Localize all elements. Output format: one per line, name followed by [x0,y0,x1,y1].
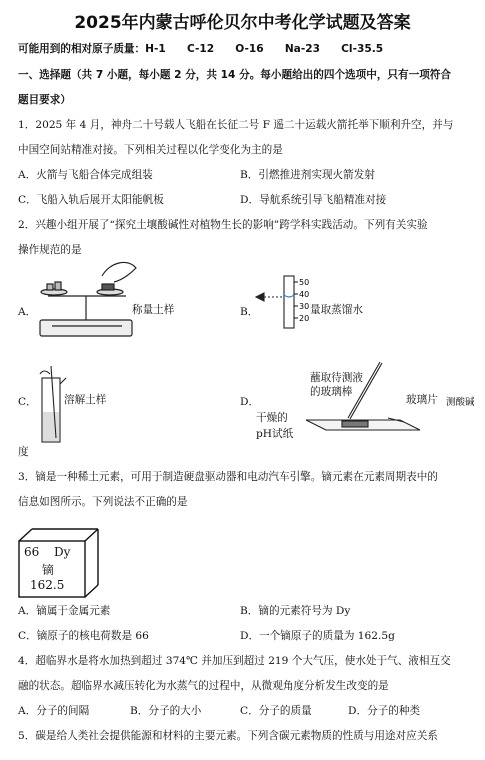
q4-option-a: A．分子的间隔 [18,705,90,717]
cylinder-tick-30: 30 [299,302,310,311]
label-dip-rod-1: 蘸取待测液 [310,372,363,384]
q4-option-d: D．分子的种类 [348,705,421,717]
q3-option-c: C．镝原子的核电荷数是 66 [18,630,149,642]
element-atomic-mass: 162.5 [30,578,65,592]
q2-option-b-label: B． [240,306,259,318]
q3-option-b: B．镝的元素符号为 Dy [240,605,351,617]
q2-caption-measure: 量取蒸馏水 [310,304,363,316]
label-dip-rod-2: 的玻璃棒 [310,386,353,398]
q2-caption-weigh: 称量土样 [132,304,175,316]
q1-stem: 1．2025 年 4 月，神舟二十号载人飞船在长征二号 F 遥二十运载火箭托举下顺利升空，并与 [18,119,454,131]
element-symbol: Dy [54,545,71,559]
cylinder-tick-50: 50 [299,278,310,287]
cylinder-illustration [252,270,342,328]
label-glass-slide: 玻璃片 [406,394,438,406]
q1-option-c: C．飞船入轨后展开太阳能帆板 [18,194,164,206]
q1-stem-cont: 中国空间站精准对接。下列相关过程以化学变化为主的是 [18,144,283,156]
q4-option-c: C．分子的质量 [240,705,312,717]
q4-option-b: B．分子的大小 [130,705,202,717]
page-title: 2025年内蒙古呼伦贝尔中考化学试题及答案 [74,13,411,33]
q5-stem: 5．碳是给人类社会提供能源和材料的主要元素。下列含碳元素物质的性质与用途对应关系 [18,730,438,742]
q2-stem: 2．兴趣小组开展了“探究土壤酸碱性对植物生长的影响”跨学科实践活动。下列有关实验 [18,219,428,231]
label-ph-paper: pH试纸 [256,428,294,440]
q3-stem-cont: 信息如图所示。下列说法不正确的是 [18,496,188,508]
q2-option-a-label: A． [18,306,37,318]
q2-caption-dissolve: 溶解土样 [64,394,107,406]
balance-illustration [32,262,142,342]
q2-stem-cont: 操作规范的是 [18,244,82,256]
q1-option-a: A．火箭与飞船合体完成组装 [18,169,153,181]
element-atomic-number: 66 [24,545,40,559]
cylinder-tick-40: 40 [299,290,310,299]
q4-stem: 4．超临界水是将水加热到超过 374℃ 并加压到超过 219 个大气压，使水处于气、液相互交 [18,655,451,667]
q2-tail: 度 [18,446,29,458]
q3-option-d: D．一个镝原子的质量为 162.5g [240,630,395,642]
section1-heading-cont: 题目要求） [18,94,71,106]
q4-stem-cont: 融的状态。超临界水减压转化为水蒸气的过程中，从微观角度分析发生改变的是 [18,680,389,692]
q2-option-c-label: C． [18,396,37,408]
label-measure-ph: 测酸碱 [446,397,475,408]
q1-option-b: B．引燃推进剂实现火箭发射 [240,169,375,181]
periodic-element-card [18,528,100,598]
q2-option-d-label: D． [240,396,260,408]
cylinder-tick-20: 20 [299,314,310,323]
section1-heading: 一、选择题（共 7 小题，每小题 2 分，共 14 分。每小题给出的四个选项中，只有一项符合 [18,69,451,81]
q1-option-d: D．导航系统引导飞船精准对接 [240,194,387,206]
q3-option-a: A．镝属于金属元素 [18,605,111,617]
element-name: 镝 [42,563,55,577]
q3-stem: 3．镝是一种稀土元素，可用于制造硬盘驱动器和电动汽车引擎。镝元素在元素周期表中的 [18,471,438,483]
label-dry: 干燥的 [256,412,288,424]
atomic-masses: 可能用到的相对原子质量：H-1 C-12 O-16 Na-23 Cl-35.5 [18,43,384,55]
